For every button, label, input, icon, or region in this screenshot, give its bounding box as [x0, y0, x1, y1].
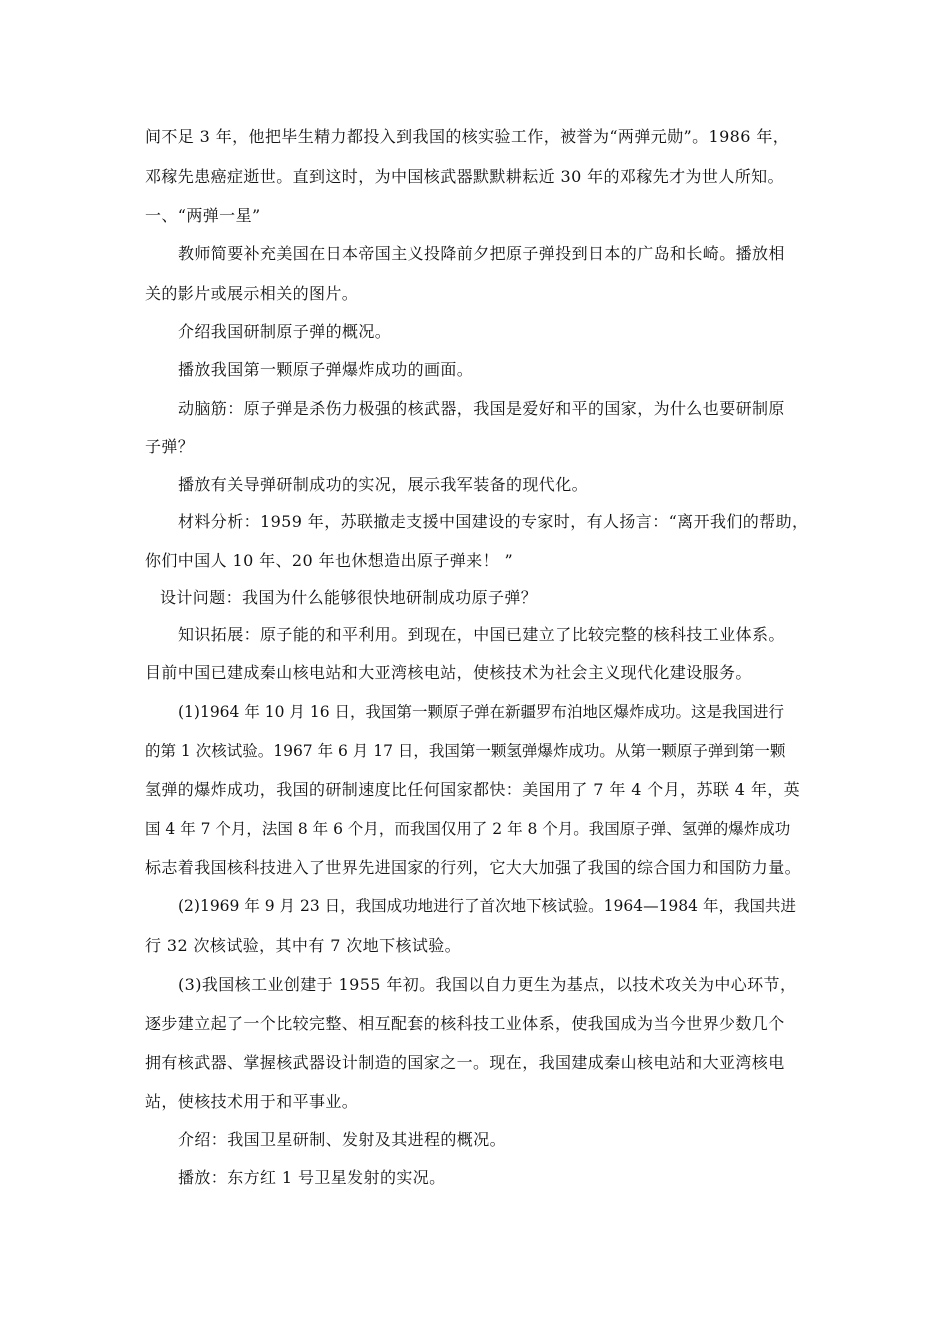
text-line: 播放我国第一颗原子弹爆炸成功的画面。	[178, 360, 474, 379]
text-line: 氢弹的爆炸成功，我国的研制速度比任何国家都快：美国用了 7 年 4 个月，苏联 4 年，英	[145, 780, 801, 799]
section-heading: 一、“两弹一星”	[145, 206, 261, 225]
text-line: 目前中国已建成秦山核电站和大亚湾核电站，使核技术为社会主义现代化建设服务。	[145, 663, 752, 682]
text-line: 子弹？	[145, 437, 195, 456]
text-line: 逐步建立起了一个比较完整、相互配套的核科技工业体系，使我国成为当今世界少数几个	[145, 1014, 785, 1033]
text-line: (1)1964 年 10 月 16 日，我国第一颗原子弹在新疆罗布泊地区爆炸成功。这是我国进行	[178, 703, 784, 721]
text-line: 关的影片或展示相关的图片。	[145, 284, 359, 303]
text-line: 介绍：我国卫星研制、发射及其进程的概况。	[178, 1130, 507, 1149]
text-line: 的第 1 次核试验。1967 年 6 月 17 日，我国第一颗氢弹爆炸成功。从第一颗原子弹到第一颗	[145, 742, 786, 760]
text-line: (2)1969 年 9 月 23 日，我国成功地进行了首次地下核试验。1964—1984 年，我国共进	[178, 897, 796, 915]
text-line: 播放：东方红 1 号卫星发射的实况。	[178, 1168, 446, 1187]
text-line: 你们中国人 10 年、20 年也休想造出原子弹来！ ”	[145, 551, 514, 570]
text-line: 知识拓展：原子能的和平利用。到现在，中国已建立了比较完整的核科技工业体系。	[178, 625, 785, 644]
text-line: 设计问题：我国为什么能够很快地研制成功原子弹？	[160, 588, 538, 607]
text-line: 间不足 3 年，他把毕生精力都投入到我国的核实验工作，被誉为“两弹元勋”。1986 年，	[145, 127, 790, 146]
text-line: 介绍我国研制原子弹的概况。	[178, 322, 392, 341]
text-line: 国 4 年 7 个月，法国 8 年 6 个月，而我国仅用了 2 年 8 个月。我国原子弹、氢弹的爆炸成功	[145, 820, 791, 838]
text-line: 播放有关导弹研制成功的实况，展示我军装备的现代化。	[178, 475, 589, 494]
text-line: 行 32 次核试验，其中有 7 次地下核试验。	[145, 936, 462, 955]
text-line: 材料分析：1959 年，苏联撤走支援中国建设的专家时，有人扬言：“离开我们的帮助，	[178, 512, 809, 531]
text-line: 拥有核武器、掌握核武器设计制造的国家之一。现在，我国建成秦山核电站和大亚湾核电	[145, 1053, 785, 1072]
text-line: 站，使核技术用于和平事业。	[145, 1092, 359, 1111]
text-line: 动脑筋：原子弹是杀伤力极强的核武器，我国是爱好和平的国家，为什么也要研制原	[178, 399, 785, 418]
text-line: (3)我国核工业创建于 1955 年初。我国以自力更生为基点，以技术攻关为中心环节，	[178, 975, 797, 994]
text-line: 教师简要补充美国在日本帝国主义投降前夕把原子弹投到日本的广岛和长崎。播放相	[178, 244, 785, 263]
text-line: 标志着我国核科技进入了世界先进国家的行列，它大大加强了我国的综合国力和国防力量。	[145, 858, 802, 877]
text-line: 邓稼先患癌症逝世。直到这时，为中国核武器默默耕耘近 30 年的邓稼先才为世人所知。	[145, 167, 784, 186]
